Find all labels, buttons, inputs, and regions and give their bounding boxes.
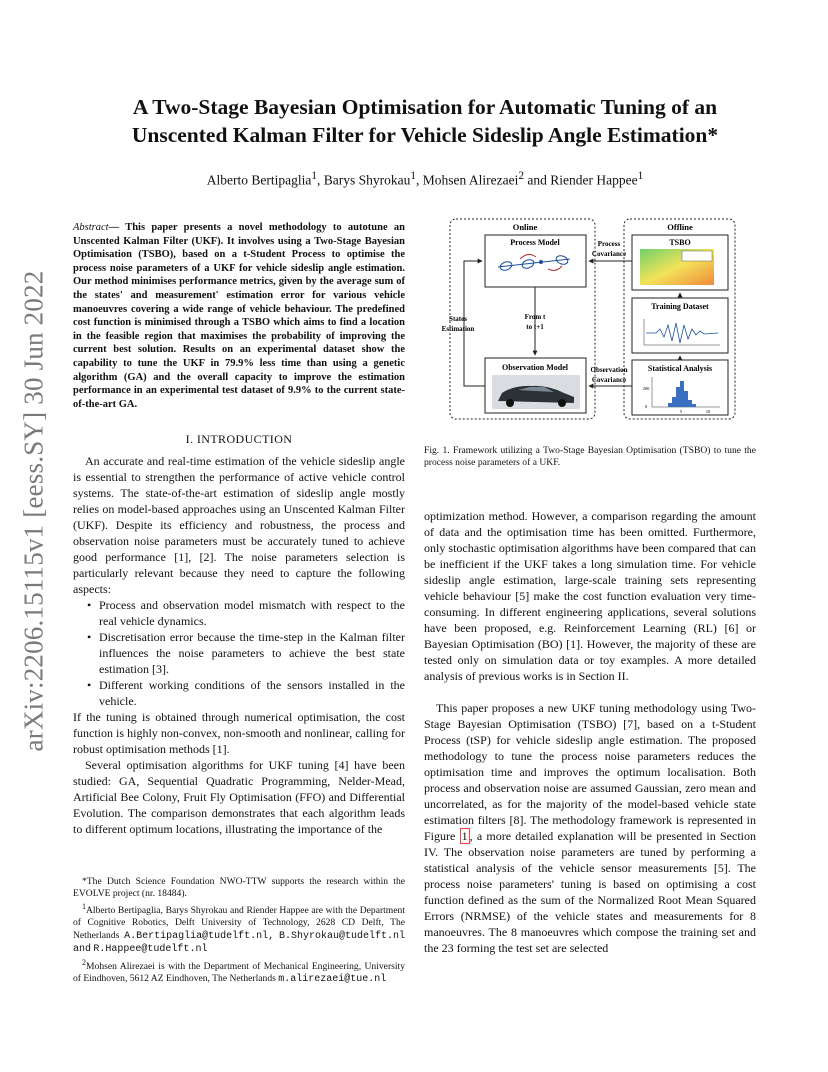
list-item: • Different working conditions of the sensors installed in the vehicle. [73,677,405,709]
footnote-conjunction: and [73,944,92,956]
email-link[interactable]: m.alirezaei@tue.nl [278,974,387,986]
figure-reference-link[interactable]: 1 [461,829,468,843]
footnote-text: Alberto Bertipaglia, Barys Shyrokau and Riender Happee are with the Department of Cognitive Robotics, Delft University of Technology, 2628 CD Delft, The Netherlands [73,905,405,941]
observation-model-label: Observation Model [502,363,568,372]
paragraph: An accurate and real-time estimation of the vehicle sideslip angle is essential to strengthen the performance of active vehicle control systems. The state-of-the-art estimation of sideslip angle mostly relies on model-based approaches using an Unscented Kalman Filter (UKF). Despite its efficiency and robustness, the process and observation noise parameters must be accurately tuned to achieve good performance [1], [2]. The noise parameters selection is particularly relevant because they need to capture the following aspects: [73,454,405,596]
states-label: States [449,315,467,323]
paragraph-text: This paper proposes a new UKF tuning methodology using Two-Stage Bayesian Optimisation (TSBO) [7], based on a t-Student Process (tSP) for vehicle sideslip angle estimation. The proposed methodology to tune the process noise parameters reduces the optimisation time and improves the optimum localisation. Both process and observation noise are assumed Gaussian, zero mean and uncorrelated, as for the majority of the model-based vehicle state estimation filters [8]. The methodology framework is represented in Figure [424,701,756,843]
title-line-1: A Two-Stage Bayesian Optimisation for Automatic Tuning of an [132,95,718,119]
title-line-2: Unscented Kalman Filter for Vehicle Sideslip Angle Estimation* [131,123,719,147]
paragraph [424,700,756,956]
arxiv-identifier: arXiv:2206.15115v1 [eess.SY] 30 Jun 2022 [18,270,49,752]
author-name: Riender Happee [550,172,638,188]
from-t-label: From t [524,313,546,321]
estimation-label: Estimation [441,325,475,333]
footnote-mark: 2 [82,957,86,967]
abstract-label: Abstract [73,222,109,233]
author-name: Barys Shyrokau [323,172,411,188]
left-column-body [73,453,405,837]
tsbo-plot-legend [682,251,712,261]
paragraph: Several optimisation algorithms for UKF tuning [4] have been studied: GA, Sequential Quadratic Programming, Nelder-Mead, Artificial Bee Colony, Fruit Fly Optimisation (FFO) and Differential Evolution. The comparison demonstrates that each algorithm leads to different optimum locations, illustrating the importance of the [73,758,405,836]
paper-title [70,93,780,149]
statistical-analysis-label: Statistical Analysis [647,364,713,373]
hist-tick: 5 [679,409,683,414]
framework-figure [424,215,740,425]
footnote: *The Dutch Science Foundation NWO-TTW supports the research within the EVOLVE project (nr. 18484). [73,876,405,900]
affiliation-mark: 1 [311,170,317,182]
affiliation-mark: 1 [637,170,644,182]
figure-caption: Fig. 1. Framework utilizing a Two-Stage Bayesian Optimisation (TSBO) to tune the process noise parameters of a UKF. [424,445,756,468]
author-name: Alberto Bertipaglia [206,172,312,188]
states-feedback-arrow [464,261,485,386]
paragraph: optimization method. However, a comparison regarding the amount of data and the optimisation time has been omitted. Furthermore, only stochastic optimisation algorithms have been compared that can be inefficient if the UKF takes a long simulation time. For vehicle sideslip angle estimation, large-scale training sets representing vehicle behaviour [5] make the cost function evaluation very time-consuming. In different engineering applications, several solutions have been proposed, e.g. Reinforcement Learning (RL) [6] or Bayesian Optimisation (BO) [1]. However, the majority of these are tested only on simulation data or toy examples. A more detailed analysis of previous works is in Section II. [424,509,756,683]
right-column-body [424,508,756,956]
to-t1-label: to t+1 [526,323,544,331]
covariance-label: Covariance [591,376,627,384]
footnotes [73,876,405,987]
author-conjunction: and [527,172,547,188]
list-item: • Discretisation error because the time-step in the Kalman filter influences the noise parameters to achieve the best state estimation [3]. [73,629,405,677]
footnote-mark: 1 [82,901,86,911]
affiliation-mark: 1 [410,170,416,182]
tsbo-label: TSBO [669,238,691,247]
online-label: Online [512,222,538,232]
process-model-label: Process Model [510,238,560,247]
footnote-text: Mohsen Alirezaei is with the Department of Mechanical Engineering, University of Eindhoven, 5612 AZ Eindhoven, The Netherlands [73,960,405,985]
hist-tick: 0 [644,404,648,409]
paragraph: If the tuning is obtained through numerical optimisation, the cost function is highly non-convex, non-smooth and nonlinear, calling for robust optimisation methods [1]. [73,710,405,756]
hist-tick: 10 [705,409,711,414]
author-list: Alberto Bertipaglia$^1$, Barys Shyrokau$^1$, Mohsen Alirezaei$^2$ and Riender Happee$^1$ [206,170,644,188]
section-heading-introduction: I. INTRODUCTION [185,432,293,446]
affiliation-mark: 2 [518,170,524,182]
car-photo-icon [492,375,580,409]
footnote [73,957,405,987]
author-name: Mohsen Alirezaei [422,172,519,188]
offline-label: Offline [667,222,693,232]
abstract-text: — This paper presents a novel methodology to autotune an Unscented Kalman Filter (UKF). It involves using a Two-Stage Bayesian Optimisation (TSBO), based on a t-Student Process to optimise the process noise parameters of a UKF for vehicle sideslip angle estimation. Our method minimises performance metrics, given by the average sum of the states' and measurement' estimation error for various vehicle manoeuvres covering a wide range of vehicle behaviour. The predefined cost function is minimised through a TSBO which aims to find a location in the feasible region that maximises the probability of improving the current best solution. Results on an experimental dataset show the capability to tune the UKF in 79.9% less time than using a genetic algorithm (GA) and the overall capacity to improve the estimation performance in an experimental test dataset of 9.9% to the current state-of-the-art GA. [73,222,405,410]
training-dataset-label: Training Dataset [651,302,709,311]
observation-label: Observation [590,366,628,374]
footnote [73,901,405,957]
list-item: • Process and observation model mismatch with respect to the real vehicle dynamics. [73,597,405,629]
paragraph-text: , a more detailed explanation will be presented in Section IV. The observation noise parameters are tuned by performing a statistical analysis of the vehicle sensor measurements [5]. The process noise parameters' tuning is based on optimising a cost function defined as the sum of the Normalized Root Mean Squared Errors (NRMSE) of the vehicle states and measurements for 8 manoeuvres. The 8 manoeuvres which compose the training set and the 23 forming the test set are selected [424,829,757,955]
email-link[interactable]: A.Bertipaglia@tudelft.nl, [124,930,275,942]
hist-tick: 200 [642,386,650,391]
covariance-label: Covariance [591,250,627,258]
bullet-list [73,597,405,709]
abstract [73,221,405,411]
process-label: Process [597,240,621,248]
email-link[interactable]: B.Shyrokau@tudelft.nl [278,930,405,942]
email-link[interactable]: R.Happee@tudelft.nl [93,944,208,956]
